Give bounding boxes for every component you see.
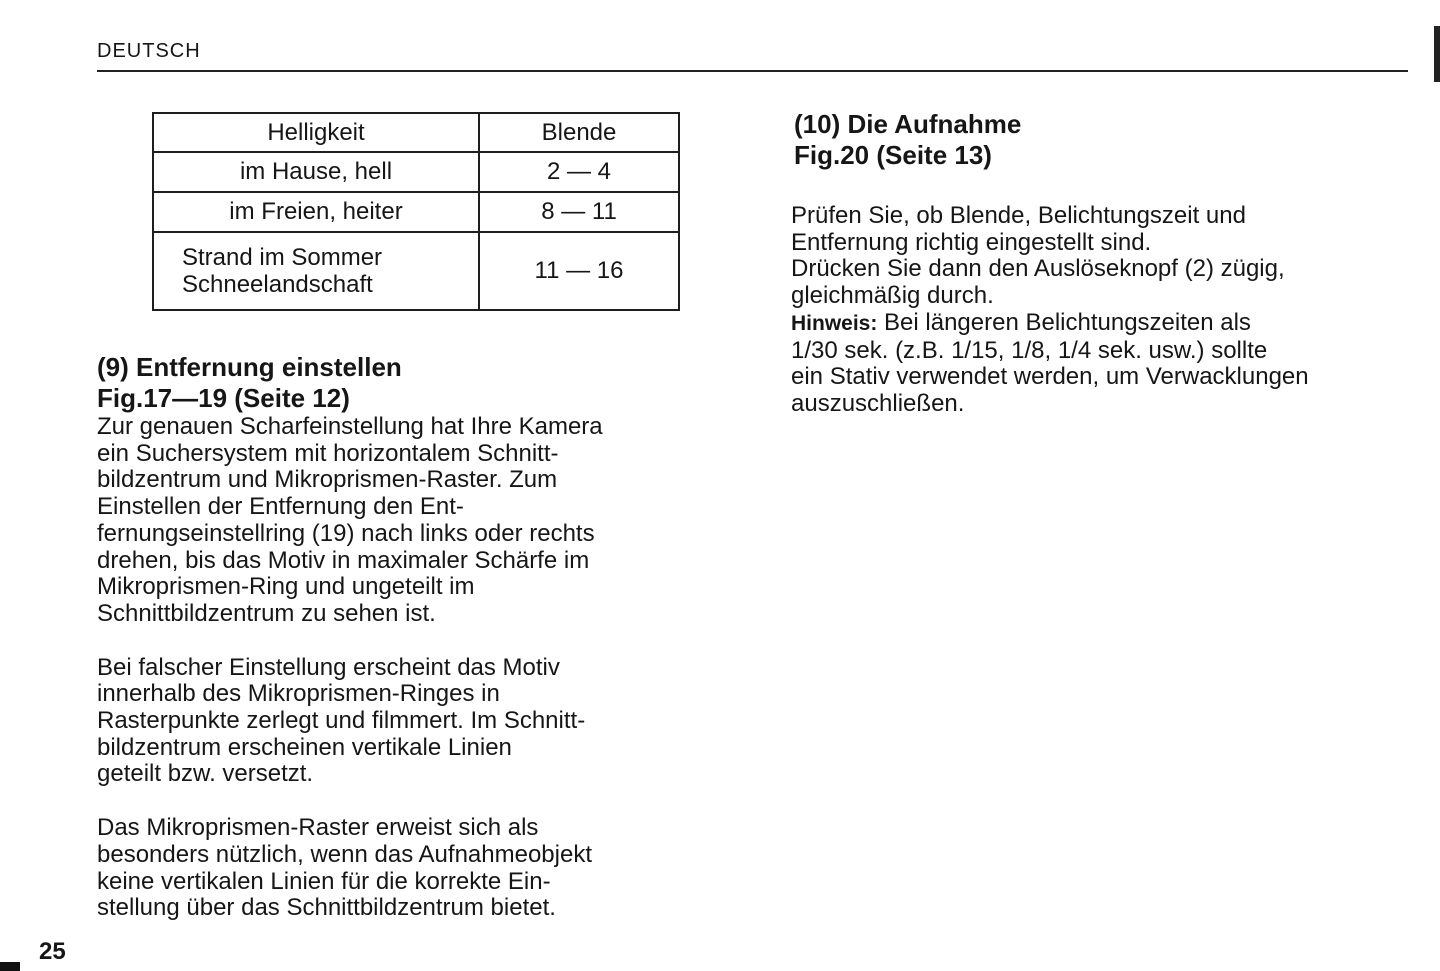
text-line: bildzentrum erscheinen vertikale Linien [97,733,512,761]
text-line: auszuschließen. [791,389,965,417]
table-cell-brightness: im Hause, hell [153,152,479,192]
text-line: innerhalb des Mikroprismen-Ringes in [97,680,500,708]
text-line: fernungseinstellring (19) nach links oder rechts [97,519,595,547]
paragraph-gap [97,788,737,815]
text-line: Mikroprismen-Ring und ungeteilt im [97,573,475,601]
table-header-aperture: Blende [479,113,679,152]
section-title [97,352,737,414]
table-cell-brightness: im Freien, heiter [153,192,479,232]
text-line: Zur genauen Scharfeinstellung hat Ihre Kamera [97,413,603,440]
text-line: Entfernung richtig eingestellt sind. [791,228,1152,256]
text-line: ein Stativ verwendet werden, um Verwacklungen [791,363,1309,391]
table-cell-aperture: 11 — 16 [479,232,679,310]
section-distance-setting [97,352,737,922]
text-line: stellung über das Schnittbildzentrum bietet. [97,894,556,922]
hint-label: Hinweis: [791,311,878,335]
section-figure-ref: Fig.17—19 (Seite 12) [97,383,350,413]
table-cell-line: Strand im Sommer [182,244,383,271]
body-paragraph [97,815,737,922]
body-paragraph [791,203,1431,418]
text-line: keine vertikalen Linien für die korrekte Ein- [97,867,551,895]
hint-text: Bei längeren Belichtungszeiten als [877,308,1251,336]
aperture-table [152,112,680,311]
body-paragraph [97,414,737,628]
text-line: Bei falscher Einstellung erscheint das Motiv [97,653,560,681]
table-header-row [153,113,679,152]
table-row [153,192,679,232]
text-line: Einstellen der Entfernung den Ent- [97,493,464,521]
text-line: geteilt bzw. versetzt. [97,760,314,788]
section-taking-picture [791,109,1431,418]
section-figure-ref: Fig.20 (Seite 13) [794,140,992,170]
text-line: Das Mikroprismen-Raster erweist sich als [97,814,539,842]
text-line: bildzentrum und Mikroprismen-Raster. Zum [97,466,558,494]
text-line: gleichmäßig durch. [791,282,994,310]
text-line: ein Suchersystem mit horizontalem Schnitt- [97,439,559,467]
page-number: 25 [39,938,66,965]
page-header-language: DEUTSCH [97,40,201,62]
text-line: drehen, bis das Motiv in maximaler Schärfe im [97,546,590,574]
table-row [153,152,679,192]
header-rule [97,70,1408,72]
table-cell-line: Schneelandschaft [182,271,373,298]
table-row [153,232,679,310]
paragraph-gap [97,628,737,655]
text-line: 1/30 sek. (z.B. 1/15, 1/8, 1/4 sek. usw.) sollte [791,336,1268,364]
body-paragraph [97,655,737,789]
table-header-brightness: Helligkeit [153,113,479,152]
table-cell-aperture: 2 — 4 [479,152,679,192]
text-line: besonders nützlich, wenn das Aufnahmeobjekt [97,840,592,868]
corner-mark [0,962,20,971]
table-cell-aperture: 8 — 11 [479,192,679,232]
text-line: Rasterpunkte zerlegt und filmmert. Im Schnitt- [97,707,586,735]
edge-mark [1434,26,1440,82]
section-title-line: (10) Die Aufnahme [794,109,1022,139]
table-cell-brightness [153,232,479,310]
text-line: Drücken Sie dann den Auslöseknopf (2) zügig, [791,255,1285,283]
section-title [794,109,1431,171]
hint-line [791,310,1431,338]
text-line: Prüfen Sie, ob Blende, Belichtungszeit und [791,202,1246,229]
text-line: Schnittbildzentrum zu sehen ist. [97,599,436,627]
section-title-line: (9) Entfernung einstellen [97,352,402,382]
